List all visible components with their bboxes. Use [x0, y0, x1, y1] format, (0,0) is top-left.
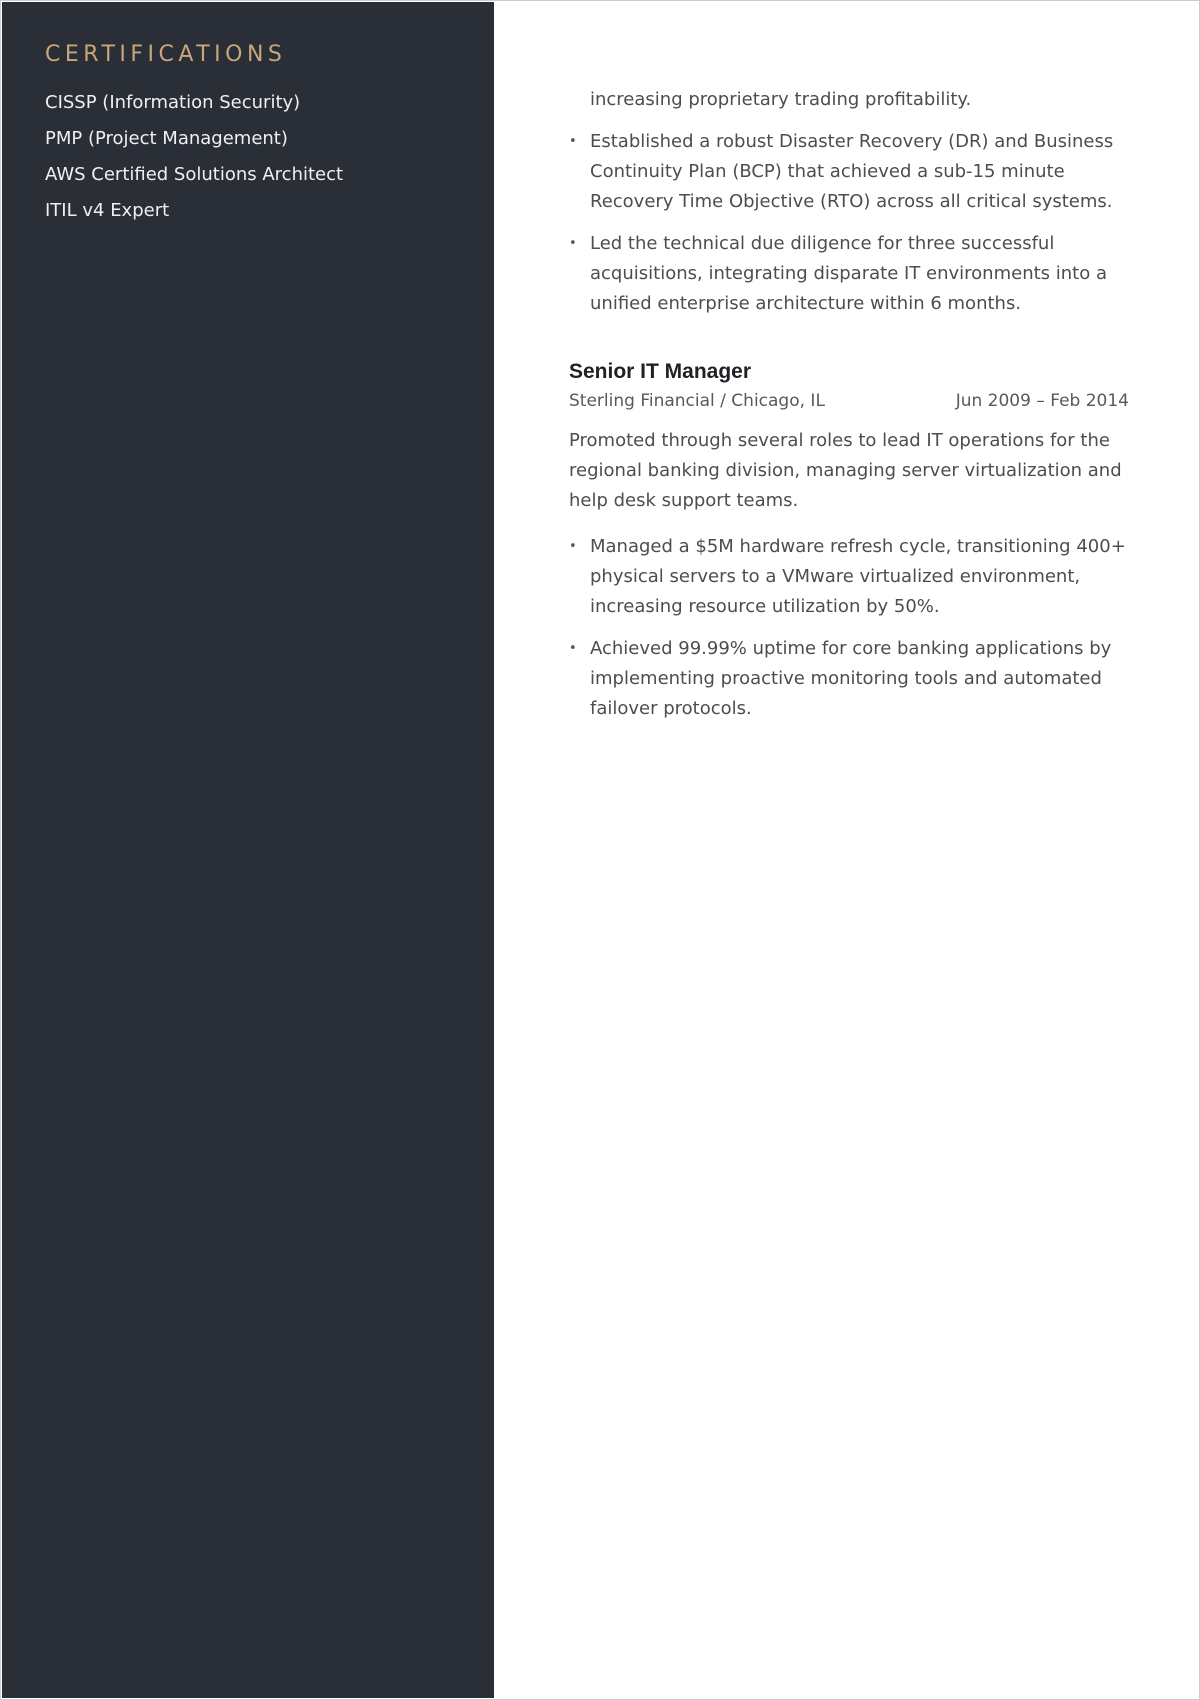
bullet-text: Achieved 99.99% uptime for core banking applications by implementing proactive monitoring tools and automated failover protocols. — [590, 638, 1112, 719]
bullet-text: Established a robust Disaster Recovery (DR) and Business Continuity Plan (BCP) that achieved a sub-15 minute Recovery Time Objective (RTO) across all critical systems. — [590, 131, 1114, 212]
job-company: Sterling Financial / Chicago, IL — [569, 391, 825, 411]
job-entry-senior-it-manager — [569, 356, 1129, 736]
bullet-item — [569, 229, 1129, 319]
bullet-text: Led the technical due diligence for three successful acquisitions, integrating disparate IT environments into a unified enterprise architecture within 6 months. — [590, 233, 1107, 314]
job-summary: Promoted through several roles to lead IT operations for the regional banking division, managing server virtualization and help desk support teams. — [569, 430, 1122, 511]
job-meta — [569, 388, 1129, 414]
bullet-dot: • — [569, 134, 577, 149]
certification-item: PMP (Project Management) — [45, 128, 288, 149]
certification-item: ITIL v4 Expert — [45, 200, 170, 221]
previous-job-bullets — [569, 127, 1129, 331]
bullet-dot: • — [569, 539, 577, 554]
sidebar — [2, 2, 494, 1698]
continued-bullet-text: increasing proprietary trading profitability. — [590, 89, 972, 110]
bullet-item — [569, 634, 1129, 724]
job-dates: Jun 2009 – Feb 2014 — [955, 391, 1129, 411]
certifications-heading: CERTIFICATIONS — [45, 42, 287, 67]
job-bullets — [569, 532, 1129, 724]
bullet-item — [569, 532, 1129, 622]
bullet-text: Managed a $5M hardware refresh cycle, transitioning 400+ physical servers to a VMware virtualized environment, increasing resource utilization by 50%. — [590, 536, 1126, 617]
bullet-item — [569, 127, 1129, 217]
certification-item: AWS Certified Solutions Architect — [45, 164, 344, 185]
bullet-dot: • — [569, 236, 577, 251]
certifications-list — [45, 90, 343, 234]
job-title: Senior IT Manager — [569, 360, 752, 383]
certification-item: CISSP (Information Security) — [45, 92, 301, 113]
bullet-dot: • — [569, 641, 577, 656]
